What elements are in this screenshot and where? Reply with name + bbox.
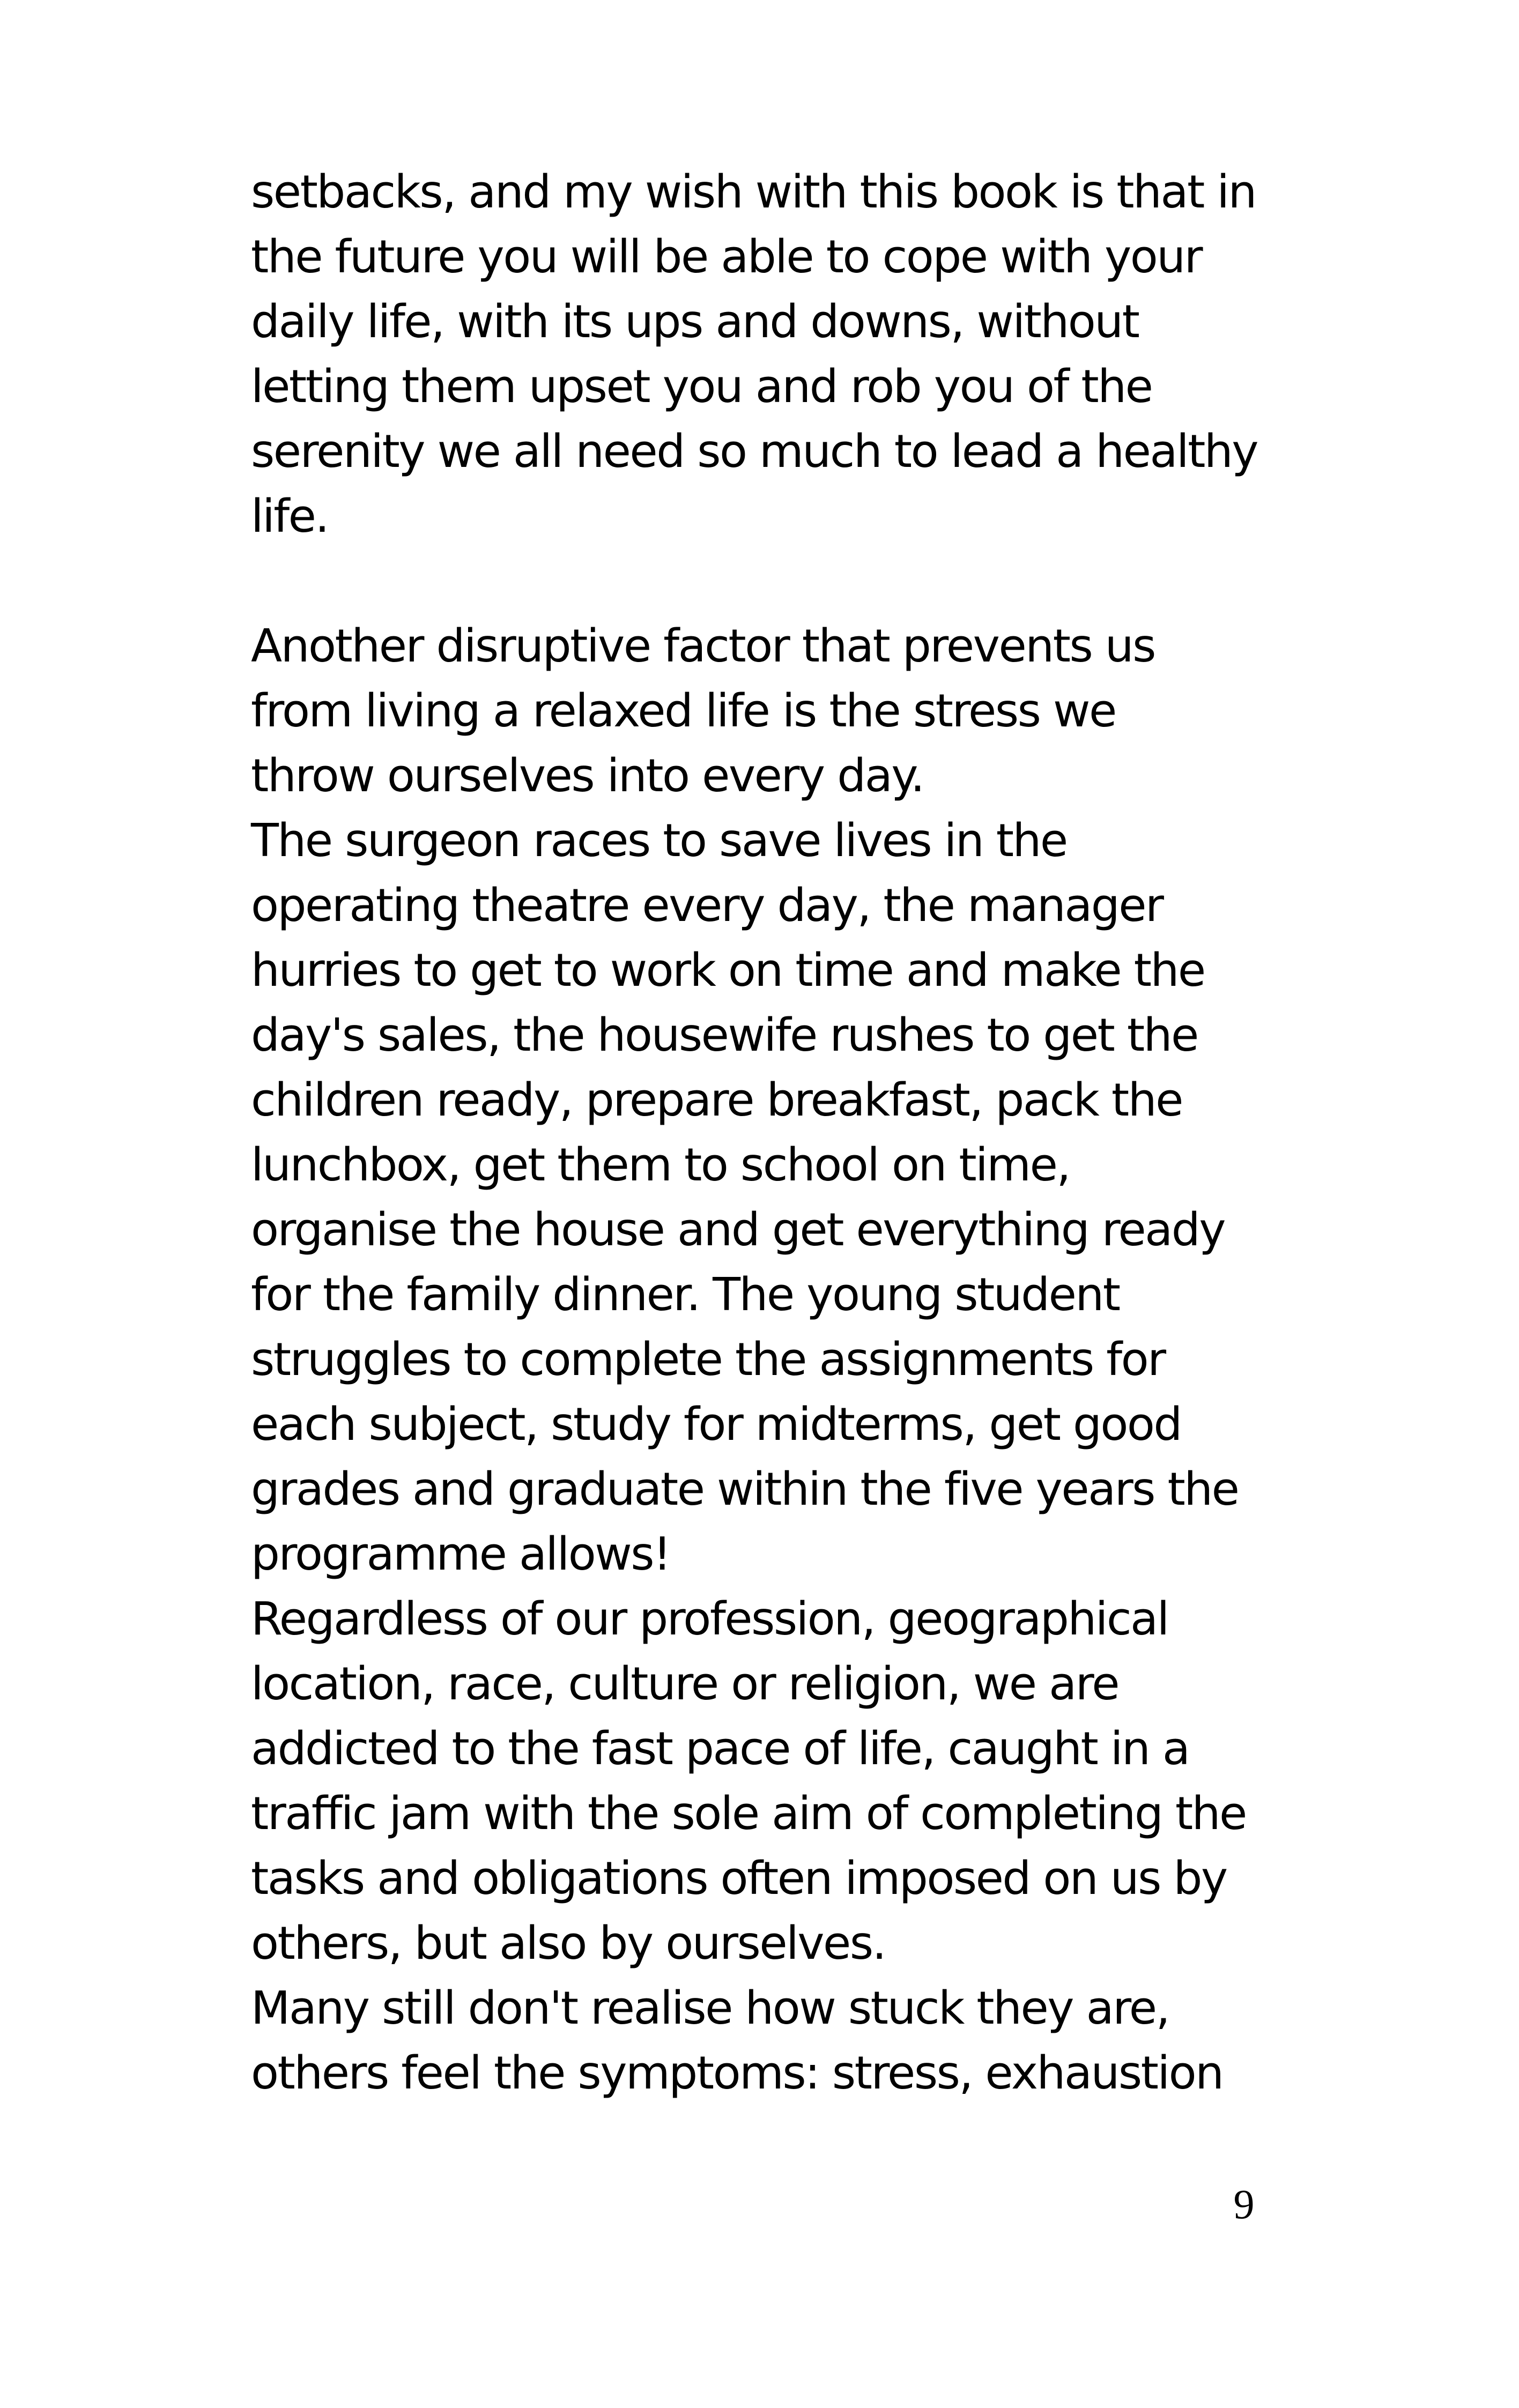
text-line: organise the house and get everything ready — [251, 1203, 1225, 1257]
text-line: daily life, with its ups and downs, without — [251, 295, 1139, 348]
text-line: others, but also by ourselves. — [251, 1917, 886, 1970]
text-line: for the family dinner. The young student — [251, 1268, 1120, 1321]
paragraph-spacer — [251, 549, 1323, 614]
body-text — [251, 160, 1323, 2106]
text-line: throw ourselves into every day. — [251, 749, 924, 802]
paragraph — [251, 160, 1323, 549]
text-line: letting them upset you and rob you of the — [251, 360, 1152, 413]
text-line: each subject, study for midterms, get good — [251, 1398, 1181, 1451]
text-line: lunchbox, get them to school on time, — [251, 1139, 1070, 1192]
text-line: tasks and obligations often imposed on us by — [251, 1852, 1227, 1905]
text-line: setbacks, and my wish with this book is that in — [251, 166, 1256, 219]
text-line: from living a relaxed life is the stress we — [251, 685, 1116, 738]
text-line: day's sales, the housewife rushes to get the — [251, 1009, 1198, 1062]
text-line: life. — [251, 490, 328, 543]
text-line: struggles to complete the assignments for — [251, 1333, 1165, 1386]
text-line: Regardless of our profession, geographical — [251, 1593, 1168, 1646]
text-line: The surgeon races to save lives in the — [251, 814, 1067, 867]
text-line: hurries to get to work on time and make the — [251, 944, 1205, 997]
text-line: programme allows! — [251, 1528, 670, 1581]
text-line: serenity we all need so much to lead a healthy — [251, 425, 1258, 478]
text-line: traffic jam with the sole aim of completing the — [251, 1787, 1246, 1840]
text-line: operating theatre every day, the manager — [251, 879, 1163, 932]
text-line: others feel the symptoms: stress, exhaustion — [251, 2047, 1223, 2100]
text-line: the future you will be able to cope with your — [251, 231, 1202, 284]
text-line: Another disruptive factor that prevents us — [251, 620, 1155, 673]
page-number: 9 — [1233, 2181, 1255, 2227]
text-line: children ready, prepare breakfast, pack the — [251, 1074, 1182, 1127]
text-line: addicted to the fast pace of life, caught in a — [251, 1722, 1189, 1775]
paragraph — [251, 614, 1323, 2106]
text-line: Many still don't realise how stuck they are, — [251, 1982, 1169, 2035]
text-line: location, race, culture or religion, we are — [251, 1658, 1119, 1711]
text-line: grades and graduate within the five years the — [251, 1463, 1239, 1516]
